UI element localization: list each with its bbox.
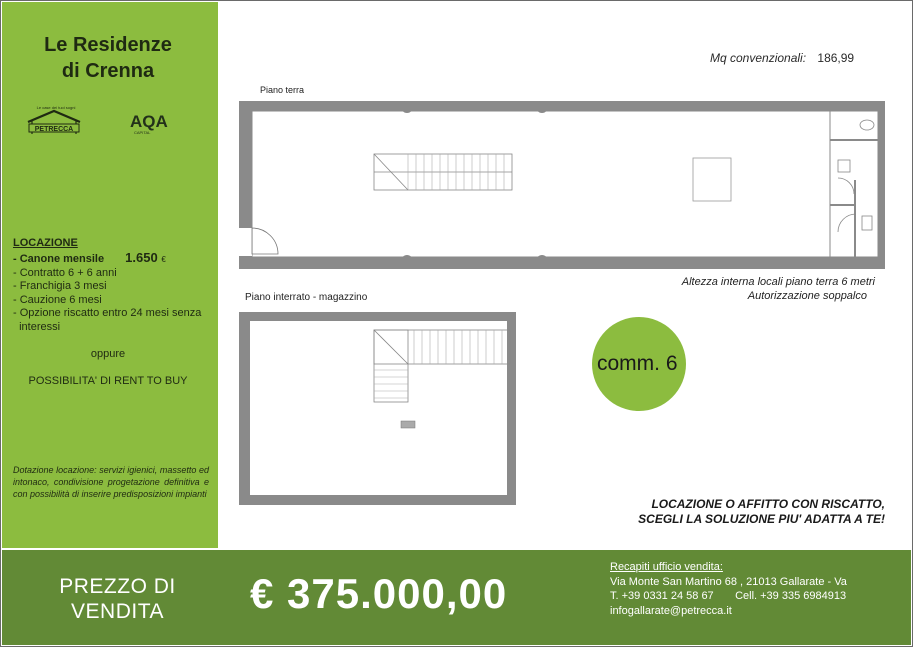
locazione-item: - Contratto 6 + 6 anni [13,266,117,279]
mq-label: Mq convenzionali: [710,51,807,65]
project-title-line2: di Crenna [61,60,155,82]
office-address: Via Monte San Martino 68 , 21013 Gallarate - Va [610,575,847,588]
unit-label [597,352,678,376]
canone-value: 1.650 [125,250,158,265]
aqa-logo-subtext: CAPITAL [134,130,151,135]
office-email[interactable]: infogallarate@petrecca.it [610,604,732,617]
locazione-item: - Opzione riscatto entro 24 mesi senza [13,307,202,319]
contacts-heading: Recapiti ufficio vendita: [610,561,723,573]
slogan-line2: SCEGLI LA SOLUZIONE PIU' ADATTA A TE! [638,512,885,526]
price-label-line1: PREZZO DI [59,575,176,598]
locazione-heading: LOCAZIONE [13,237,78,249]
piano-terra-label: Piano terra [260,85,305,95]
sales-contacts [610,560,847,618]
altezza-line1: Altezza interna locali piano terra 6 metri [681,276,875,288]
canone-label: - Canone mensile [13,253,105,265]
slogan [638,497,885,527]
altezza-line2: Autorizzazione soppalco [747,290,867,302]
office-phones: T. +39 0331 24 58 67 Cell. +39 335 6984913 [610,590,847,602]
piano-terra-plan [239,101,885,269]
canone-currency: € [161,255,166,264]
piano-interrato-plan [239,312,516,505]
locazione-item: - Franchigia 3 mesi [13,280,107,292]
mq-value: 186,99 [817,51,855,65]
locazione-item: - Cauzione 6 mesi [13,293,102,306]
project-title-line1: Le Residenze [44,34,172,56]
price-label [40,574,195,624]
slogan-line1: LOCAZIONE O AFFITTO CON RISCATTO, [651,497,885,511]
petrecca-logo-text: PETRECCA [34,126,74,133]
aqa-logo-text: AQA [130,112,168,131]
oppure-text: oppure [90,348,126,360]
rent-to-buy-text: POSSIBILITA' DI RENT TO BUY [28,375,188,387]
piano-interrato-label: Piano interrato - magazzino [245,292,368,303]
unit-prefix: comm. [597,352,660,375]
price-value: € 375.000,00 [250,570,508,617]
petrecca-logo-tagline: Le case dei tuoi sogni [36,105,76,110]
dotazione-text: Dotazione locazione: servizi igienici, massetto ed intonaco, condivisione progetazione definitiva e con possibilità di inserire predisposizioni impianti [13,465,209,499]
price-label-line2: VENDITA [71,600,164,623]
unit-number: 6 [665,352,678,375]
locazione-item: interessi [13,320,61,333]
